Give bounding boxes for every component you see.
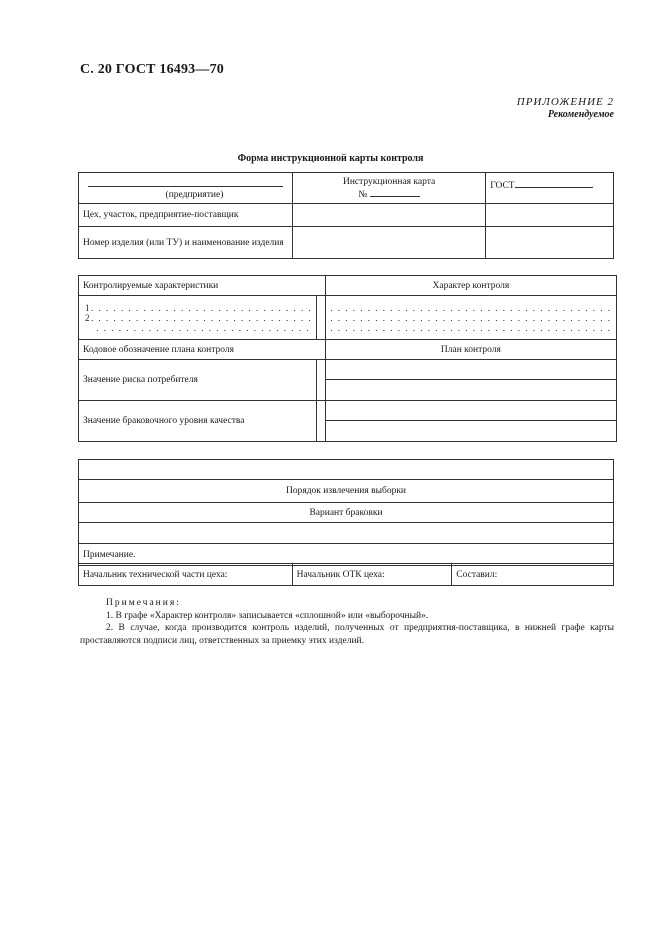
product-extra-cell[interactable] [486, 227, 614, 259]
product-label: Номер изделия (или ТУ) и наименование изделия [79, 227, 293, 259]
gost-cell[interactable] [486, 173, 614, 204]
sign-otk[interactable]: Начальник ОТК цеха: [292, 564, 452, 586]
note-2: 2. В случае, когда производится контроль изделий, полученных от предприятия-поставщика, в нижней графе карты проставляются подписи лиц, ответственных за приемку этих изделий. [80, 623, 614, 646]
form-title: Форма инструкционной карты контроля [237, 153, 424, 164]
item-2: 2. [85, 312, 95, 323]
signature-table [78, 563, 614, 586]
sign-author[interactable]: Составил: [452, 564, 614, 586]
appendix-label [517, 96, 614, 120]
rejection-value-cell[interactable] [79, 523, 614, 544]
characteristics-label: Контролируемые характеристики [79, 276, 326, 296]
enterprise-cell[interactable] [79, 173, 293, 204]
sampling-label: Порядок извлечения выборки [79, 480, 614, 503]
page-header: С. 20 ГОСТ 16493—70 [80, 62, 224, 77]
item-1: 1. [85, 302, 95, 313]
number-sign: № [358, 189, 368, 200]
workshop-extra-cell[interactable] [486, 204, 614, 227]
form-header-table [78, 172, 614, 259]
notes [80, 597, 614, 647]
rejection-label: Вариант браковки [79, 503, 614, 523]
reject-level-plan-1[interactable] [326, 401, 616, 421]
reject-level-value[interactable] [317, 401, 326, 442]
characteristics-list[interactable]: 1. . . . . . . . . . . . . . . . . . . . . . . . . . . . . . 2. . . . . . . . . . . . . . . . . . . . . . . . . . . . . . . . . . . . . . . . . . . . . . . . . . . . . . . . . . . [79, 296, 317, 340]
consumer-risk-value[interactable] [317, 360, 326, 401]
characteristics-extra-cell[interactable] [317, 296, 326, 340]
workshop-label: Цех, участок, предприятие-поставщик [79, 204, 293, 227]
control-type-label: Характер контроля [326, 276, 616, 296]
control-type-list[interactable]: . . . . . . . . . . . . . . . . . . . . . . . . . . . . . . . . . . . . . . . . . . . . . . . . . . . . . . . . . . . . . . . . . . . . . . . . . . . . . . . . . . . . . . . . . . . . . . . . . . . . . . . . . . . . . . . . . . [326, 296, 616, 340]
consumer-risk-plan-2[interactable] [326, 380, 616, 401]
plan-label: План контроля [326, 340, 616, 360]
appendix-title: ПРИЛОЖЕНИЕ 2 [516, 96, 614, 108]
card-number-cell[interactable] [292, 173, 485, 204]
sign-tech[interactable]: Начальник технической части цеха: [79, 564, 293, 586]
reject-level-label: Значение браковочного уровня качества [79, 401, 317, 442]
consumer-risk-label: Значение риска потребителя [79, 360, 317, 401]
appendix-subtitle: Рекомендуемое [547, 109, 614, 120]
enterprise-label: (предприятие) [165, 189, 224, 200]
reject-level-plan-2[interactable] [326, 421, 616, 442]
notes-heading: Примечания: [106, 598, 181, 608]
remark-label: Примечание. [79, 544, 614, 566]
sampling-blank-top[interactable] [79, 460, 614, 480]
note-1: 1. В графе «Характер контроля» записывается «сплошной» или «выборочный». [106, 610, 429, 621]
gost-label: ГОСТ [490, 181, 515, 191]
plan-code-label: Кодовое обозначение плана контроля [79, 340, 326, 360]
characteristics-table [78, 275, 617, 442]
workshop-value-cell[interactable] [292, 204, 485, 227]
card-label: Инструкционная карта [342, 176, 436, 187]
product-value-cell[interactable] [292, 227, 485, 259]
consumer-risk-plan-1[interactable] [326, 360, 616, 380]
